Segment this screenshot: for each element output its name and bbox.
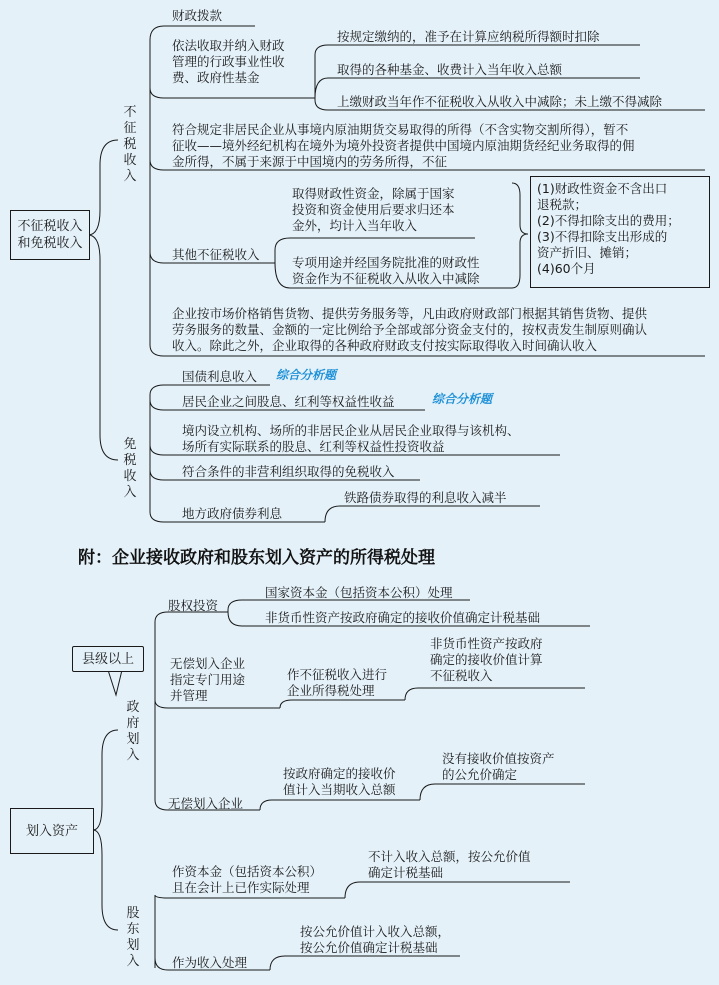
revenue-recognition-node: 企业按市场价格销售货物、提供劳务服务等，凡由政府财政部门根据其销售货物、提供 劳务服务的数量、金额的一定比例给予全部或部分资金支付的，按权责发生制原则确认 收入。除此之外，企业取得的各种政府财政支付按实际取得收入时间确认收入 xyxy=(172,306,648,353)
county-level-callout xyxy=(72,646,144,672)
equity-item-nonmonetary: 非货币性资产按政府确定的接收价值确定计税基础 xyxy=(265,610,541,625)
root-nontax-exempt-label: 不征税收入 和免税收入 xyxy=(17,219,83,251)
root-nontax-exempt xyxy=(10,210,90,260)
appendix-heading: 附：企业接收政府和股东划入资产的所得税处理 xyxy=(78,548,435,568)
crude-oil-node: 符合规定非居民企业从事境内原油期货交易取得的所得（不含实物交割所得），暂不 征收——境外经纪机构在境外为境外投资者提供中国境内原油期货经纪业务取得的佣 金所得，不属于来源于中国境内的劳务所得，不征 xyxy=(172,122,635,169)
capital-fairvalue-node: 不计入收入总额，按公允价值 确定计税基础 xyxy=(368,849,531,880)
other-fiscal-funds: 取得财政性资金，除属于国家 投资和资金使用后要求归还本 金外，均计入当年收入 xyxy=(292,186,455,233)
free-transfer-fairvalue-node: 没有接收价值按资产 的公允价确定 xyxy=(442,751,555,782)
analysis-badge-2: 综合分析题 xyxy=(432,392,493,406)
free-transfer-node: 无偿划入企业 xyxy=(168,796,244,811)
xz-item-2: 取得的各种基金、收费计入当年收入总额 xyxy=(337,62,563,77)
analysis-badge-1: 综合分析题 xyxy=(276,368,337,382)
xz-item-1: 按规定缴纳的，准予在计算应纳税所得额时扣除 xyxy=(337,29,600,44)
other-nontax-node: 其他不征税收入 xyxy=(172,247,260,262)
income-treatment-node: 作为收入处理 xyxy=(172,955,248,970)
designated-nonmonetary-node: 非货币性资产按政府 确定的接收价值计算 不征税收入 xyxy=(430,636,543,683)
nontax-label: 不征税收入 xyxy=(123,105,137,184)
shareholder-transfer-label: 股东划入 xyxy=(126,906,140,969)
root-transferred-assets-label: 划入资产 xyxy=(25,823,78,839)
designated-use-node: 无偿划入企业 指定专门用途 并管理 xyxy=(170,656,246,703)
exempt-item-local-bond: 地方政府债券利息 xyxy=(182,506,283,521)
equity-item-capital: 国家资本金（包括资本公积）处理 xyxy=(265,585,453,600)
exempt-item-bond-interest: 国债利息收入 xyxy=(182,369,258,384)
free-transfer-income-node: 按政府确定的接收价 值计入当期收入总额 xyxy=(283,766,396,797)
fiscal-funds-note: (1)财政性资金不含出口 退税款； (2)不得扣除支出的费用； (3)不得扣除支出形成的 资产折旧、摊销； (4)60个月 xyxy=(530,176,710,288)
railway-bond-node: 铁路债券取得的利息收入减半 xyxy=(344,490,507,505)
gov-transfer-label: 政府划入 xyxy=(126,700,140,763)
capital-node: 作资本金（包括资本公积） 且在会计上已作实际处理 xyxy=(172,864,323,895)
xingzheng-node: 依法收取并纳入财政 管理的行政事业性收 费、政府性基金 xyxy=(172,38,285,85)
county-level-callout-label: 县级以上 xyxy=(81,651,134,667)
exempt-item-nonprofit: 符合条件的非营利组织取得的免税收入 xyxy=(182,464,395,479)
income-fairvalue-node: 按公允价值计入收入总额， 按公允价值确定计税基础 xyxy=(300,924,451,955)
other-special-purpose: 专项用途并经国务院批准的财政性 资金作为不征税收入从收入中减除 xyxy=(292,255,480,286)
caizheng-node: 财政拨款 xyxy=(172,8,223,23)
exempt-item-nonresident: 境内设立机构、场所的非居民企业从居民企业取得与该机构、 场所有实际联系的股息、红利等权益性投资收益 xyxy=(182,423,520,454)
exempt-item-dividends: 居民企业之间股息、红利等权益性收益 xyxy=(182,394,395,409)
designated-nontax-node: 作不征税收入进行 企业所得税处理 xyxy=(287,667,388,698)
xz-item-3: 上缴财政当年作不征税收入从收入中减除；未上缴不得减除 xyxy=(337,94,663,109)
root-transferred-assets xyxy=(10,808,94,854)
equity-investment-node: 股权投资 xyxy=(168,598,219,613)
exempt-label: 免税收入 xyxy=(123,437,137,500)
